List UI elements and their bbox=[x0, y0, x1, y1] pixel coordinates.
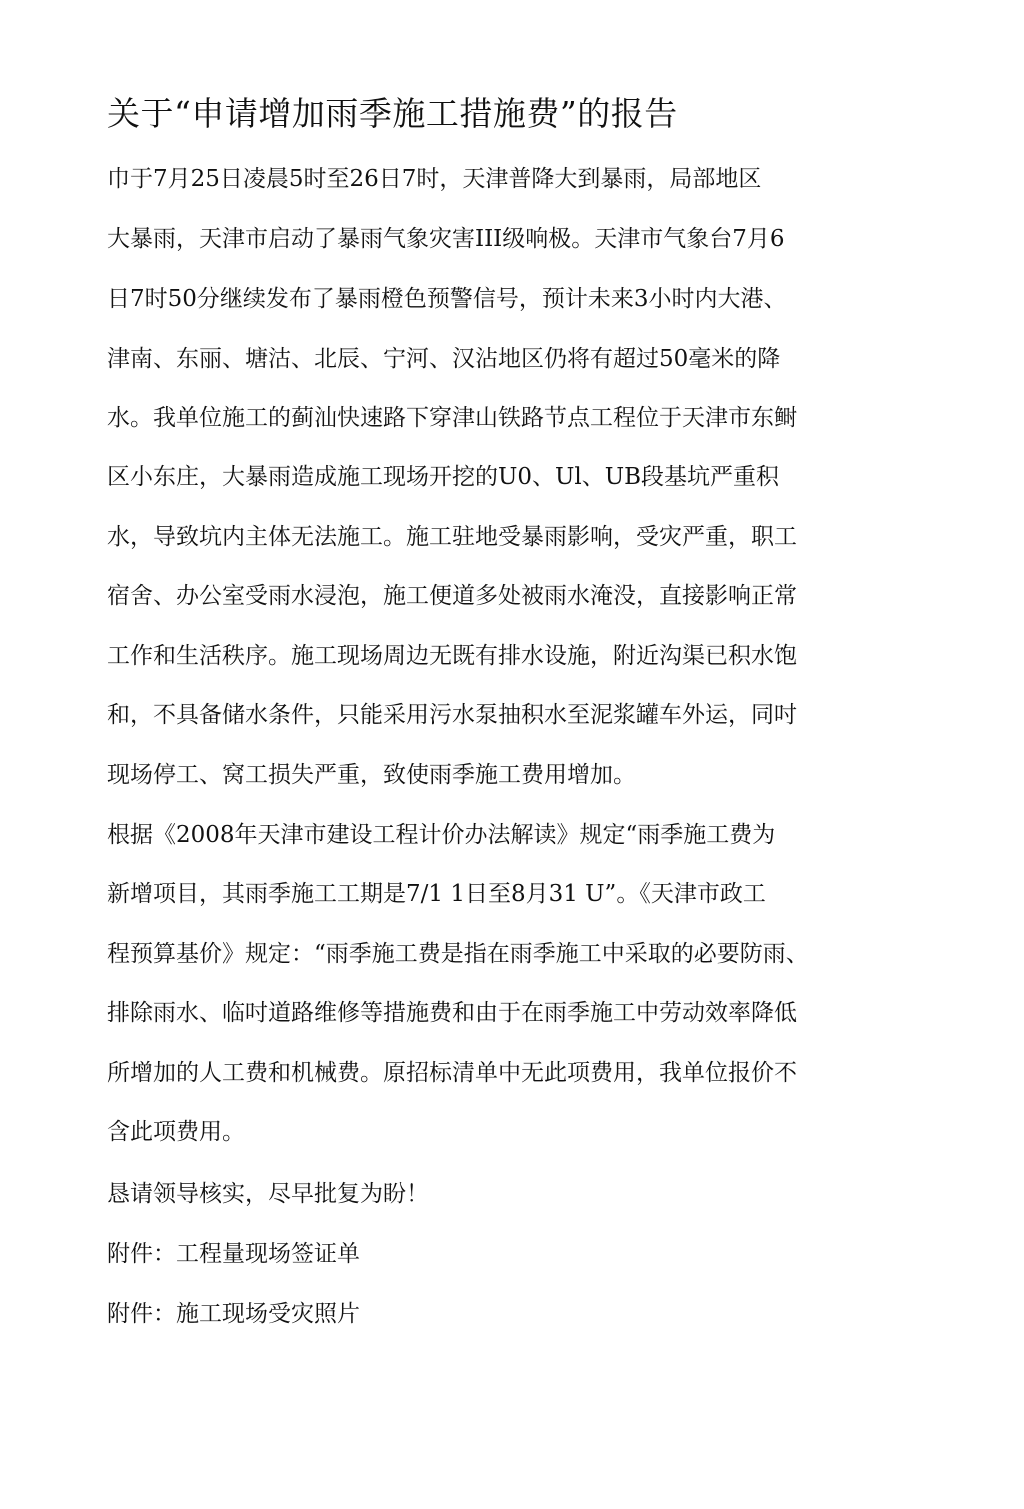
body-line-1: 巾于7月25日凌晨5时至26日7时，天津普降大到暴雨，局部地区 bbox=[107, 166, 762, 192]
attachment-2: 附件：施工现场受灾照片 bbox=[107, 1301, 360, 1327]
body-line-12: 根据《2008年天津市建设工程计价办法解读》规定“雨季施工费为 bbox=[107, 822, 776, 848]
body-line-16: 所增加的人工费和机械费。原招标清单中无此项费用，我单位报价不 bbox=[107, 1060, 797, 1086]
body-line-2: 大暴雨，天津市启动了暴雨气象灾害III级响极。天津市气象台7月6 bbox=[107, 226, 785, 252]
body-line-13: 新增项目，其雨季施工工期是7/1 1日至8月31 U”。《天津市政工 bbox=[107, 881, 766, 907]
body-line-17: 含此项费用。 bbox=[107, 1119, 245, 1145]
attachment-1: 附件：工程量现场签证单 bbox=[107, 1241, 360, 1267]
body-line-10: 和，不具备储水条件，只能采用污水泵抽积水至泥浆罐车外运，同吋 bbox=[107, 702, 797, 728]
body-line-5: 水。我单位施工的蓟汕快速路下穿津山铁路节点工程位于天津市东鲥 bbox=[107, 405, 797, 431]
body-line-8: 宿舍、办公室受雨水浸泡，施工便道多处被雨水淹没，直接影响正常 bbox=[107, 583, 797, 609]
document-title: 关于“申请增加雨季施工措施费”的报告 bbox=[107, 94, 678, 133]
body-line-11: 现场停工、窝工损失严重，致使雨季施工费用增加。 bbox=[107, 762, 636, 788]
body-line-6: 区小东庄，大暴雨造成施工现场开挖的U0、Ul、UB段基坑严重积 bbox=[107, 464, 780, 490]
closing-request: 恳请领导核实，尽早批复为盼！ bbox=[107, 1181, 429, 1207]
body-line-3: 日7时50分继续发布了暴雨橙色预警信号，预计未来3小时内大港、 bbox=[107, 286, 787, 312]
body-line-7: 水，导致坑内主体无法施工。施工驻地受暴雨影响，受灾严重，职工 bbox=[107, 524, 797, 550]
body-line-15: 排除雨水、临吋道路维修等措施费和由于在雨季施工中劳动效率降低 bbox=[107, 1000, 797, 1026]
body-line-4: 津南、东丽、塘沽、北辰、宁河、汉沾地区仍将有超过50毫米的降 bbox=[107, 346, 781, 372]
body-line-14: 程预算基价》规定：“雨季施工费是指在雨季施工中采取的必要防雨、 bbox=[107, 941, 809, 967]
body-line-9: 工作和生活秩序。施工现场周边无既有排水设施，附近沟渠已积水饱 bbox=[107, 643, 797, 669]
